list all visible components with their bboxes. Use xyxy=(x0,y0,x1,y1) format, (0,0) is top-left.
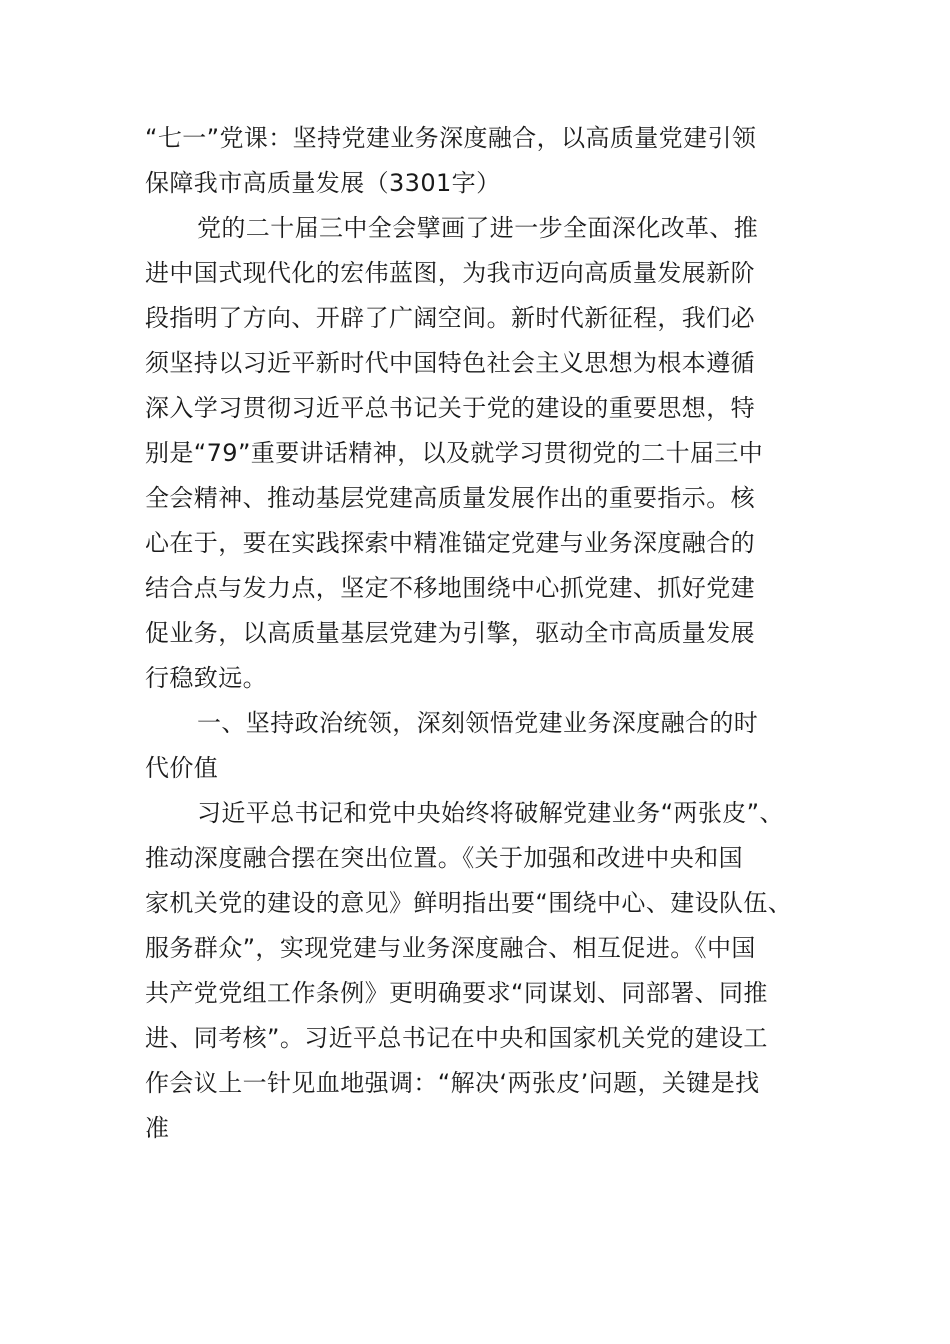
paragraph-line: 须坚持以习近平新时代中国特色社会主义思想为根本遵循 xyxy=(145,349,755,377)
title-line-1: “七一”党课：坚持党建业务深度融合，以高质量党建引领 xyxy=(145,124,757,152)
paragraph-line: 别是“79”重要讲话精神，以及就学习贯彻党的二十届三中 xyxy=(145,439,764,467)
paragraph-line: 准 xyxy=(145,1114,170,1142)
paragraph-line: 结合点与发力点，坚定不移地围绕中心抓党建、抓好党建 xyxy=(145,574,755,602)
title-line-2: 保障我市高质量发展（3301字） xyxy=(145,169,501,197)
paragraph-line: 深入学习贯彻习近平总书记关于党的建设的重要思想，特 xyxy=(145,394,755,422)
paragraph-line: 习近平总书记和党中央始终将破解党建业务“两张皮”、 xyxy=(197,799,784,827)
paragraph-line: 家机关党的建设的意见》鲜明指出要“围绕中心、建设队伍、 xyxy=(145,889,793,917)
paragraph-line: 党的二十届三中全会擘画了进一步全面深化改革、推 xyxy=(197,214,759,242)
paragraph-line: 段指明了方向、开辟了广阔空间。新时代新征程，我们必 xyxy=(145,304,755,332)
paragraph-line: 进、同考核”。习近平总书记在中央和国家机关党的建设工 xyxy=(145,1024,768,1052)
paragraph-line: 全会精神、推动基层党建高质量发展作出的重要指示。核 xyxy=(145,484,755,512)
paragraph-line: 行稳致远。 xyxy=(145,664,267,692)
paragraph-line: 促业务，以高质量基层党建为引擎，驱动全市高质量发展 xyxy=(145,619,755,647)
section-heading-line: 代价值 xyxy=(145,754,219,782)
paragraph-line: 推动深度融合摆在突出位置。《关于加强和改进中央和国 xyxy=(145,844,743,872)
paragraph-line: 进中国式现代化的宏伟蓝图，为我市迈向高质量发展新阶 xyxy=(145,259,755,287)
document-body xyxy=(145,116,825,1151)
paragraph-line: 服务群众”，实现党建与业务深度融合、相互促进。《中国 xyxy=(145,934,756,962)
section-heading-line: 一、坚持政治统领，深刻领悟党建业务深度融合的时 xyxy=(197,709,759,737)
paragraph-line: 共产党党组工作条例》更明确要求“同谋划、同部署、同推 xyxy=(145,979,768,1007)
paragraph-line: 心在于，要在实践探索中精准锚定党建与业务深度融合的 xyxy=(145,529,755,557)
paragraph-line: 作会议上一针见血地强调：“解决‘两张皮’问题，关键是找 xyxy=(145,1069,760,1097)
